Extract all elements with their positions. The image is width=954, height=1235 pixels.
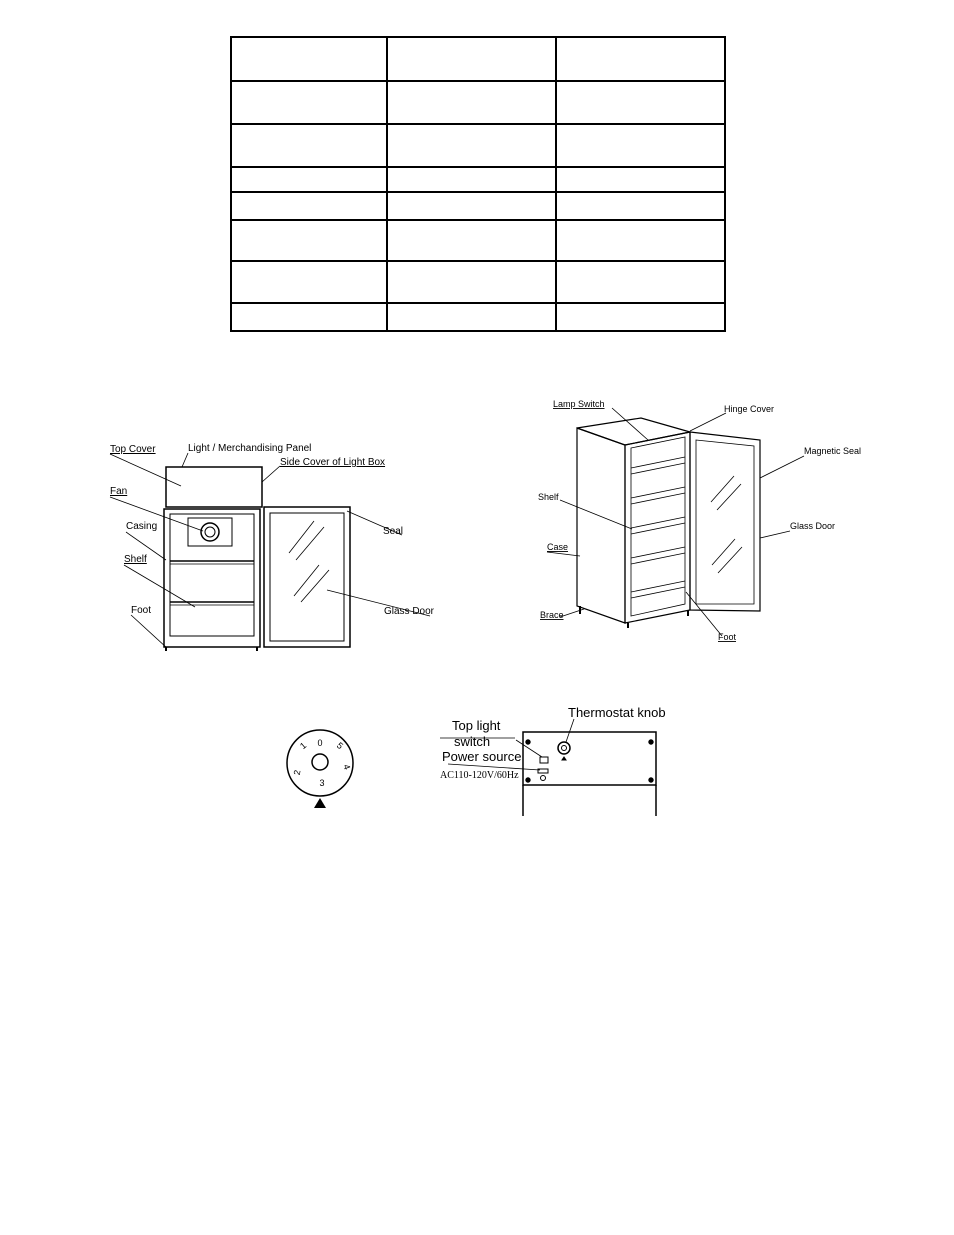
casing-body [164,509,260,647]
label-light-panel: Light / Merchandising Panel [188,443,312,454]
label-brace: Brace [540,610,564,620]
label-foot: Foot [718,632,737,642]
label-hinge-cover: Hinge Cover [724,404,775,414]
fan-hub [205,527,215,537]
left-diagram-labels [110,443,435,617]
label-glass-door: Glass Door [384,606,435,617]
glass-reflection [712,539,735,565]
label-glass-door: Glass Door [790,521,836,531]
casing-inner [170,514,254,636]
dial-pointer-triangle-icon [314,798,326,808]
glass-reflection [717,484,741,510]
dial-number: 3 [319,778,325,788]
light-box [166,467,262,507]
label-voltage: AC110-120V/60Hz [440,770,519,781]
fan-icon [201,523,219,541]
right-diagram-labels [538,399,861,642]
thermostat-knob-center [562,746,567,751]
label-top-light-switch: switch [454,734,491,749]
screw-icon [526,740,530,744]
label-magnetic-seal: Magnetic Seal [804,446,862,456]
label-top-light-switch: Top light [452,718,501,733]
open-glass-door [690,432,760,611]
screw-icon [526,778,530,782]
screw-icon [649,740,653,744]
label-shelf: Shelf [538,492,559,502]
label-fan: Fan [110,486,128,497]
power-cord-icon [541,776,546,781]
interior-shelves [631,457,685,598]
glass-door [264,507,350,647]
glass-door-inner [270,513,344,641]
cabinet-side [577,428,625,623]
label-lamp-switch: Lamp Switch [553,399,605,409]
dial-number: 2 [291,769,303,776]
dial-knob [312,754,328,770]
knob-pointer-icon [562,757,566,760]
label-shelf: Shelf [124,554,147,565]
label-casing: Casing [126,521,158,532]
thermostat-knob-icon [558,742,570,754]
dial-number: 0 [317,738,323,748]
fan-housing [188,518,232,546]
dial-number: 1 [297,740,309,752]
control-panel [523,732,656,785]
glass-reflection [718,547,742,573]
leader-lines [547,408,804,636]
dial-number: 4 [341,762,353,772]
label-foot: Foot [131,605,152,616]
label-top-cover: Top Cover [110,444,156,455]
glass-reflection [296,527,324,560]
glass-reflection [711,476,734,502]
label-thermostat-knob: Thermostat knob [568,705,666,720]
label-side-cover: Side Cover of Light Box [280,457,386,468]
left-cooler-diagram [110,453,430,651]
dial-number: 5 [334,740,346,752]
open-glass-door-inner [696,440,754,604]
cabinet-top [577,418,690,445]
label-seal: Seal [383,526,404,537]
thermostat-dial [287,730,353,808]
top-light-switch-icon [540,757,548,763]
label-power-source: Power source [442,749,522,764]
screw-icon [649,778,653,782]
glass-reflection [294,565,319,596]
label-case: Case [547,542,569,552]
control-panel-labels [440,705,666,781]
glass-reflection [289,521,314,553]
right-cooler-diagram [547,408,804,636]
glass-reflection [301,570,329,602]
